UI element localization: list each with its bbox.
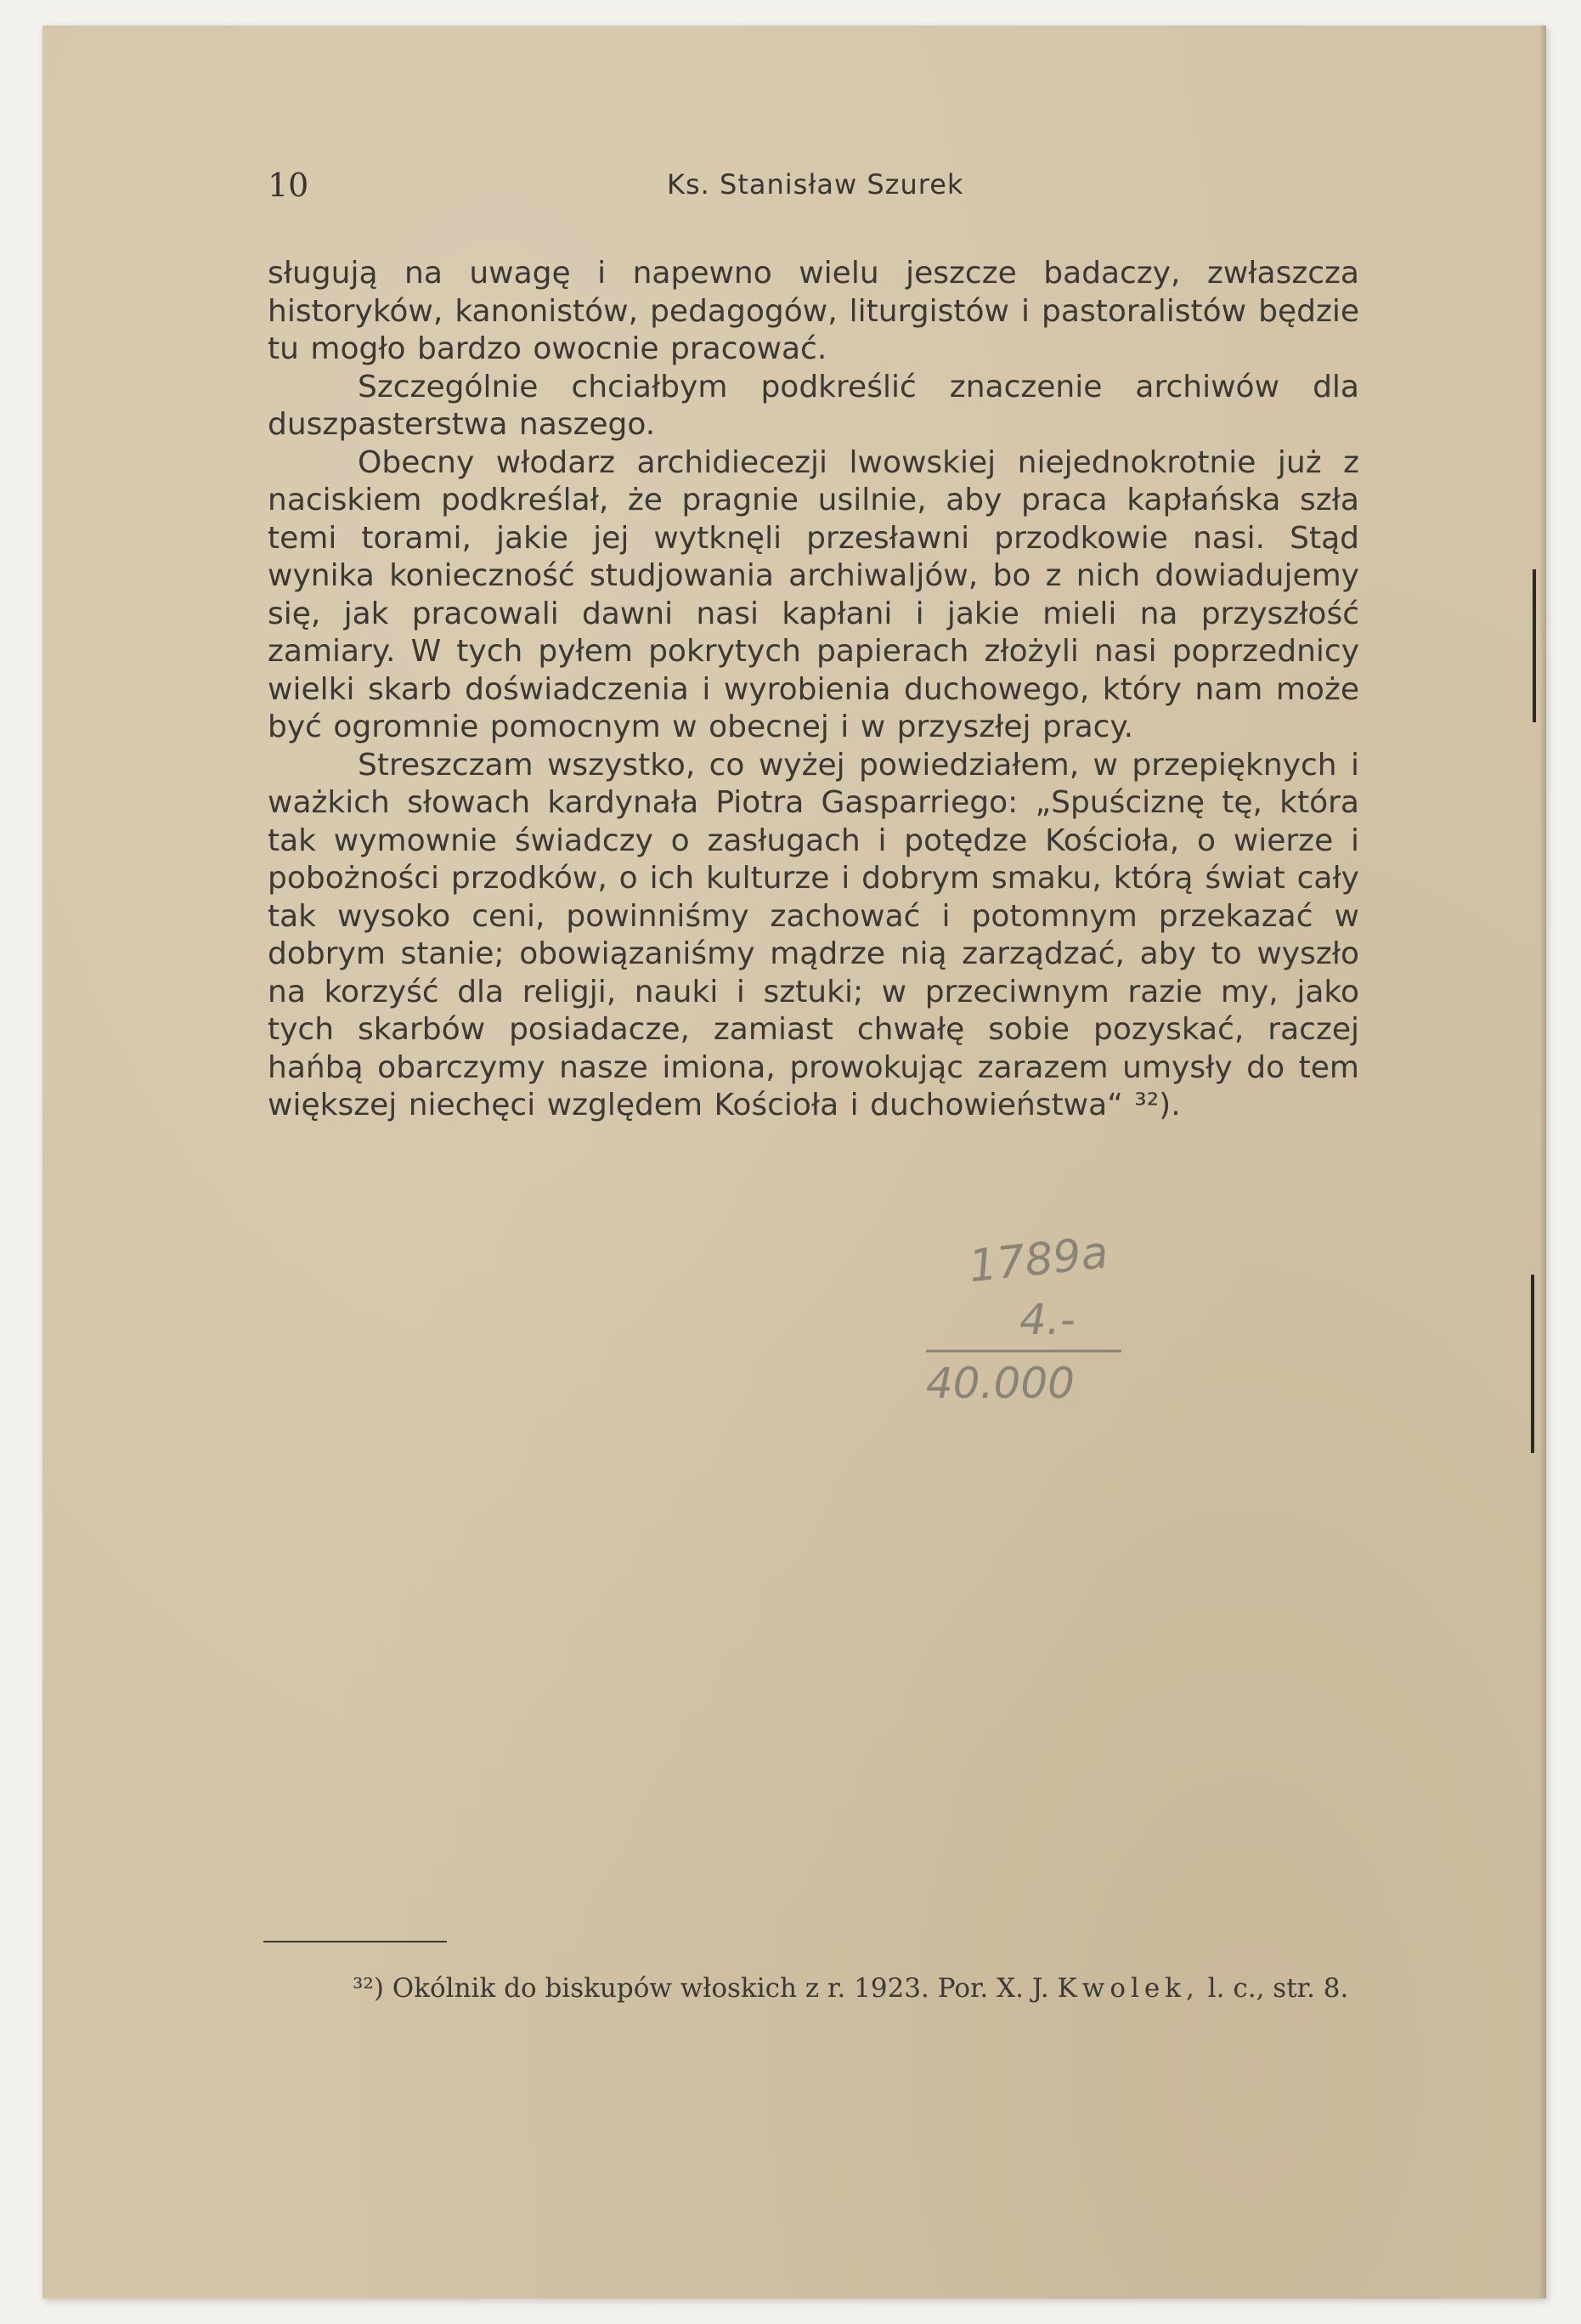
edge-tear-mark-lower [1531,1275,1534,1453]
handwritten-pencil-note [918,1224,1164,1419]
handwritten-price: 4.- [1019,1295,1076,1344]
paragraph: Szczególnie chciałbym podkreślić znaczenie archiwów dla duszpasterstwa naszego. [268,369,1359,442]
footnote-rule [263,1941,447,1942]
handwritten-catalog-number: 1789a [966,1227,1111,1293]
body-text [268,255,1359,1125]
handwritten-amount: 40.000 [926,1359,1075,1408]
footnote-author: Kwolek, [1057,1973,1200,2004]
page-number: 10 [268,167,309,204]
edge-tear-mark [1533,569,1536,722]
footnote-text: ³²) Okólnik do biskupów włoskich z r. 1923. Por. X. J. [353,1973,1058,2004]
footnote [259,1970,1364,2007]
paragraph: Streszczam wszystko, co wyżej powiedziałem, w przepięknych i ważkich słowach kardynała Piotra Gasparriego: „Spuściznę tę, która tak wymownie świadczy o zasługach i potędze Kościoła, o wierze i pobożności przodków, o ich kulturze i dobrym smaku, którą świat cały tak wysoko ceni, powinniśmy zachować i potomnym przekazać w dobrym stanie; obowiązaniśmy mądrze nią zarządzać, aby to wyszło na korzyść dla religji, nauki i sztuki; w przeciwnym razie my, jako tych skarbów posiadacze, zamiast chwałę sobie pozyskać, raczej hańbą obarczymy nasze imiona, prowokując zarazem umysły do tem większej niechęci względem Kościoła i duchowieństwa“ ³²). [268,747,1359,1122]
page-edge-shadow [1539,25,1546,2299]
paragraph: sługują na uwagę i napewno wielu jeszcze badaczy, zwłaszcza historyków, kanonistów, pedagogów, liturgistów i pastoralistów będzie tu mogło bardzo owocnie pracować. [268,256,1359,366]
running-head: Ks. Stanisław Szurek [667,168,964,201]
paragraph: Obecny włodarz archidiecezji lwowskiej niejednokrotnie już z naciskiem podkreślał, że pragnie usilnie, aby praca kapłańska szła temi torami, jakie jej wytknęli przesławni przodkowie nasi. Stąd wynika konieczność studjowania archiwaljów, bo z nich dowiadujemy się, jak pracowali dawni nasi kapłani i jakie mieli na przyszłość zamiary. W tych pyłem pokrytych papierach złożyli nasi poprzednicy wielki skarb doświadczenia i wyrobienia duchowego, który nam może być ogromnie pomocnym w obecnej i w przyszłej pracy. [268,444,1359,744]
page-header [225,161,1364,212]
footnote-reference: l. c., str. 8. [1199,1973,1349,2004]
